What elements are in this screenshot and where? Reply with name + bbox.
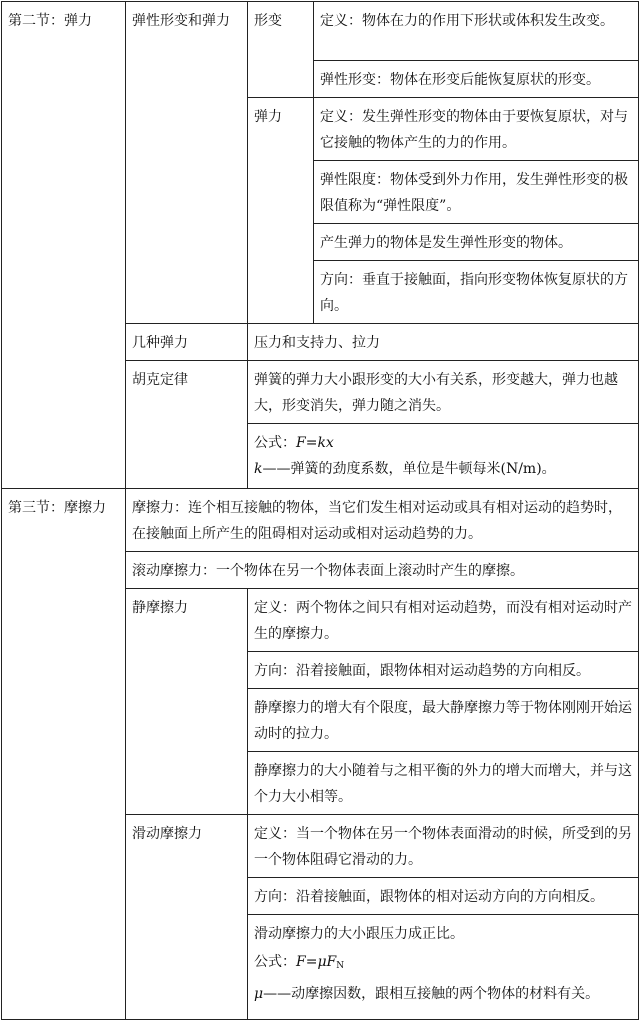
elastic-force-source: 产生弹力的物体是发生弹性形变的物体。 — [314, 224, 639, 261]
kinds-label: 几种弹力 — [126, 324, 248, 361]
elastic-deformation-definition: 弹性形变：物体在形变后能恢复原状的形变。 — [314, 61, 639, 98]
formula-subscript-n: N — [336, 961, 345, 971]
deformation-label: 形变 — [248, 2, 314, 98]
static-friction-magnitude: 静摩擦力的大小随着与之相平衡的外力的增大而增大，并与这个力大小相等。 — [248, 752, 639, 815]
static-friction-limit: 静摩擦力的增大有个限度，最大静摩擦力等于物体刚刚开始运动时的拉力。 — [248, 689, 639, 752]
formula-force-symbol: F — [296, 435, 306, 451]
friction-definition: 摩擦力：连个相互接触的物体，当它们发生相对运动或具有相对运动的趋势时，在接触面上所产生的阻碍相对运动或相对运动趋势的力。 — [126, 489, 639, 552]
hooke-k-definition — [248, 456, 639, 489]
formula-equals: = — [305, 435, 318, 451]
sliding-friction-direction: 方向：沿着接触面，跟物体的相对运动方向的方向相反。 — [248, 878, 639, 915]
elastic-force-label: 弹力 — [248, 98, 314, 324]
blank-filler — [248, 1007, 639, 1020]
formula-equals: = — [305, 954, 318, 970]
elastic-limit: 弹性限度：物体受到外力作用，发生弹性形变的极限值称为“弹性限度”。 — [314, 161, 639, 224]
formula-prefix: 公式： — [254, 435, 296, 451]
static-friction-direction: 方向：沿着接触面，跟物体相对运动趋势的方向相反。 — [248, 652, 639, 689]
k-symbol: k — [254, 461, 263, 477]
kinds-content: 压力和支持力、拉力 — [248, 324, 639, 361]
mu-definition — [248, 979, 639, 1007]
section2-title: 第二节：弹力 — [2, 2, 126, 489]
hooke-label: 胡克定律 — [126, 361, 248, 489]
formula-prefix: 公式： — [254, 954, 296, 970]
formula-kx: kx — [317, 435, 334, 451]
rolling-friction: 滚动摩擦力：一个物体在另一个物体表面上滚动时产生的摩擦。 — [126, 552, 639, 589]
sliding-friction-definition: 定义：当一个物体在另一个物体表面滑动的时候，所受到的另一个物体阻碍它滑动的力。 — [248, 815, 639, 878]
static-friction-label: 静摩擦力 — [126, 589, 248, 815]
static-friction-definition: 定义：两个物体之间只有相对运动趋势，而没有相对运动时产生的摩擦力。 — [248, 589, 639, 652]
formula-mu-f: μF — [317, 954, 337, 970]
hooke-formula — [248, 424, 639, 457]
section3-title: 第三节：摩擦力 — [2, 489, 126, 1020]
k-description: ——弹簧的劲度系数，单位是牛顿每米(N/m)。 — [262, 461, 556, 477]
formula-force-symbol: F — [296, 954, 306, 970]
mu-symbol: μ — [254, 986, 264, 1002]
physics-notes-table — [1, 1, 639, 1020]
elastic-force-direction: 方向：垂直于接触面，指向形变物体恢复原状的方向。 — [314, 261, 639, 324]
hooke-content: 弹簧的弹力大小跟形变的大小有关系，形变越大，弹力也越大，形变消失，弹力随之消失。 — [248, 361, 639, 424]
elastic-label: 弹性形变和弹力 — [126, 2, 248, 324]
elastic-force-definition: 定义：发生弹性形变的物体由于要恢复原状，对与它接触的物体产生的力的作用。 — [314, 98, 639, 161]
sliding-friction-proportional: 滑动摩擦力的大小跟压力成正比。 — [248, 915, 639, 948]
deformation-definition: 定义：物体在力的作用下形状或体积发生改变。 — [314, 2, 639, 61]
sliding-friction-label: 滑动摩擦力 — [126, 815, 248, 1020]
mu-description: ——动摩擦因数，跟相互接触的两个物体的材料有关。 — [263, 986, 600, 1002]
sliding-friction-formula — [248, 947, 639, 979]
